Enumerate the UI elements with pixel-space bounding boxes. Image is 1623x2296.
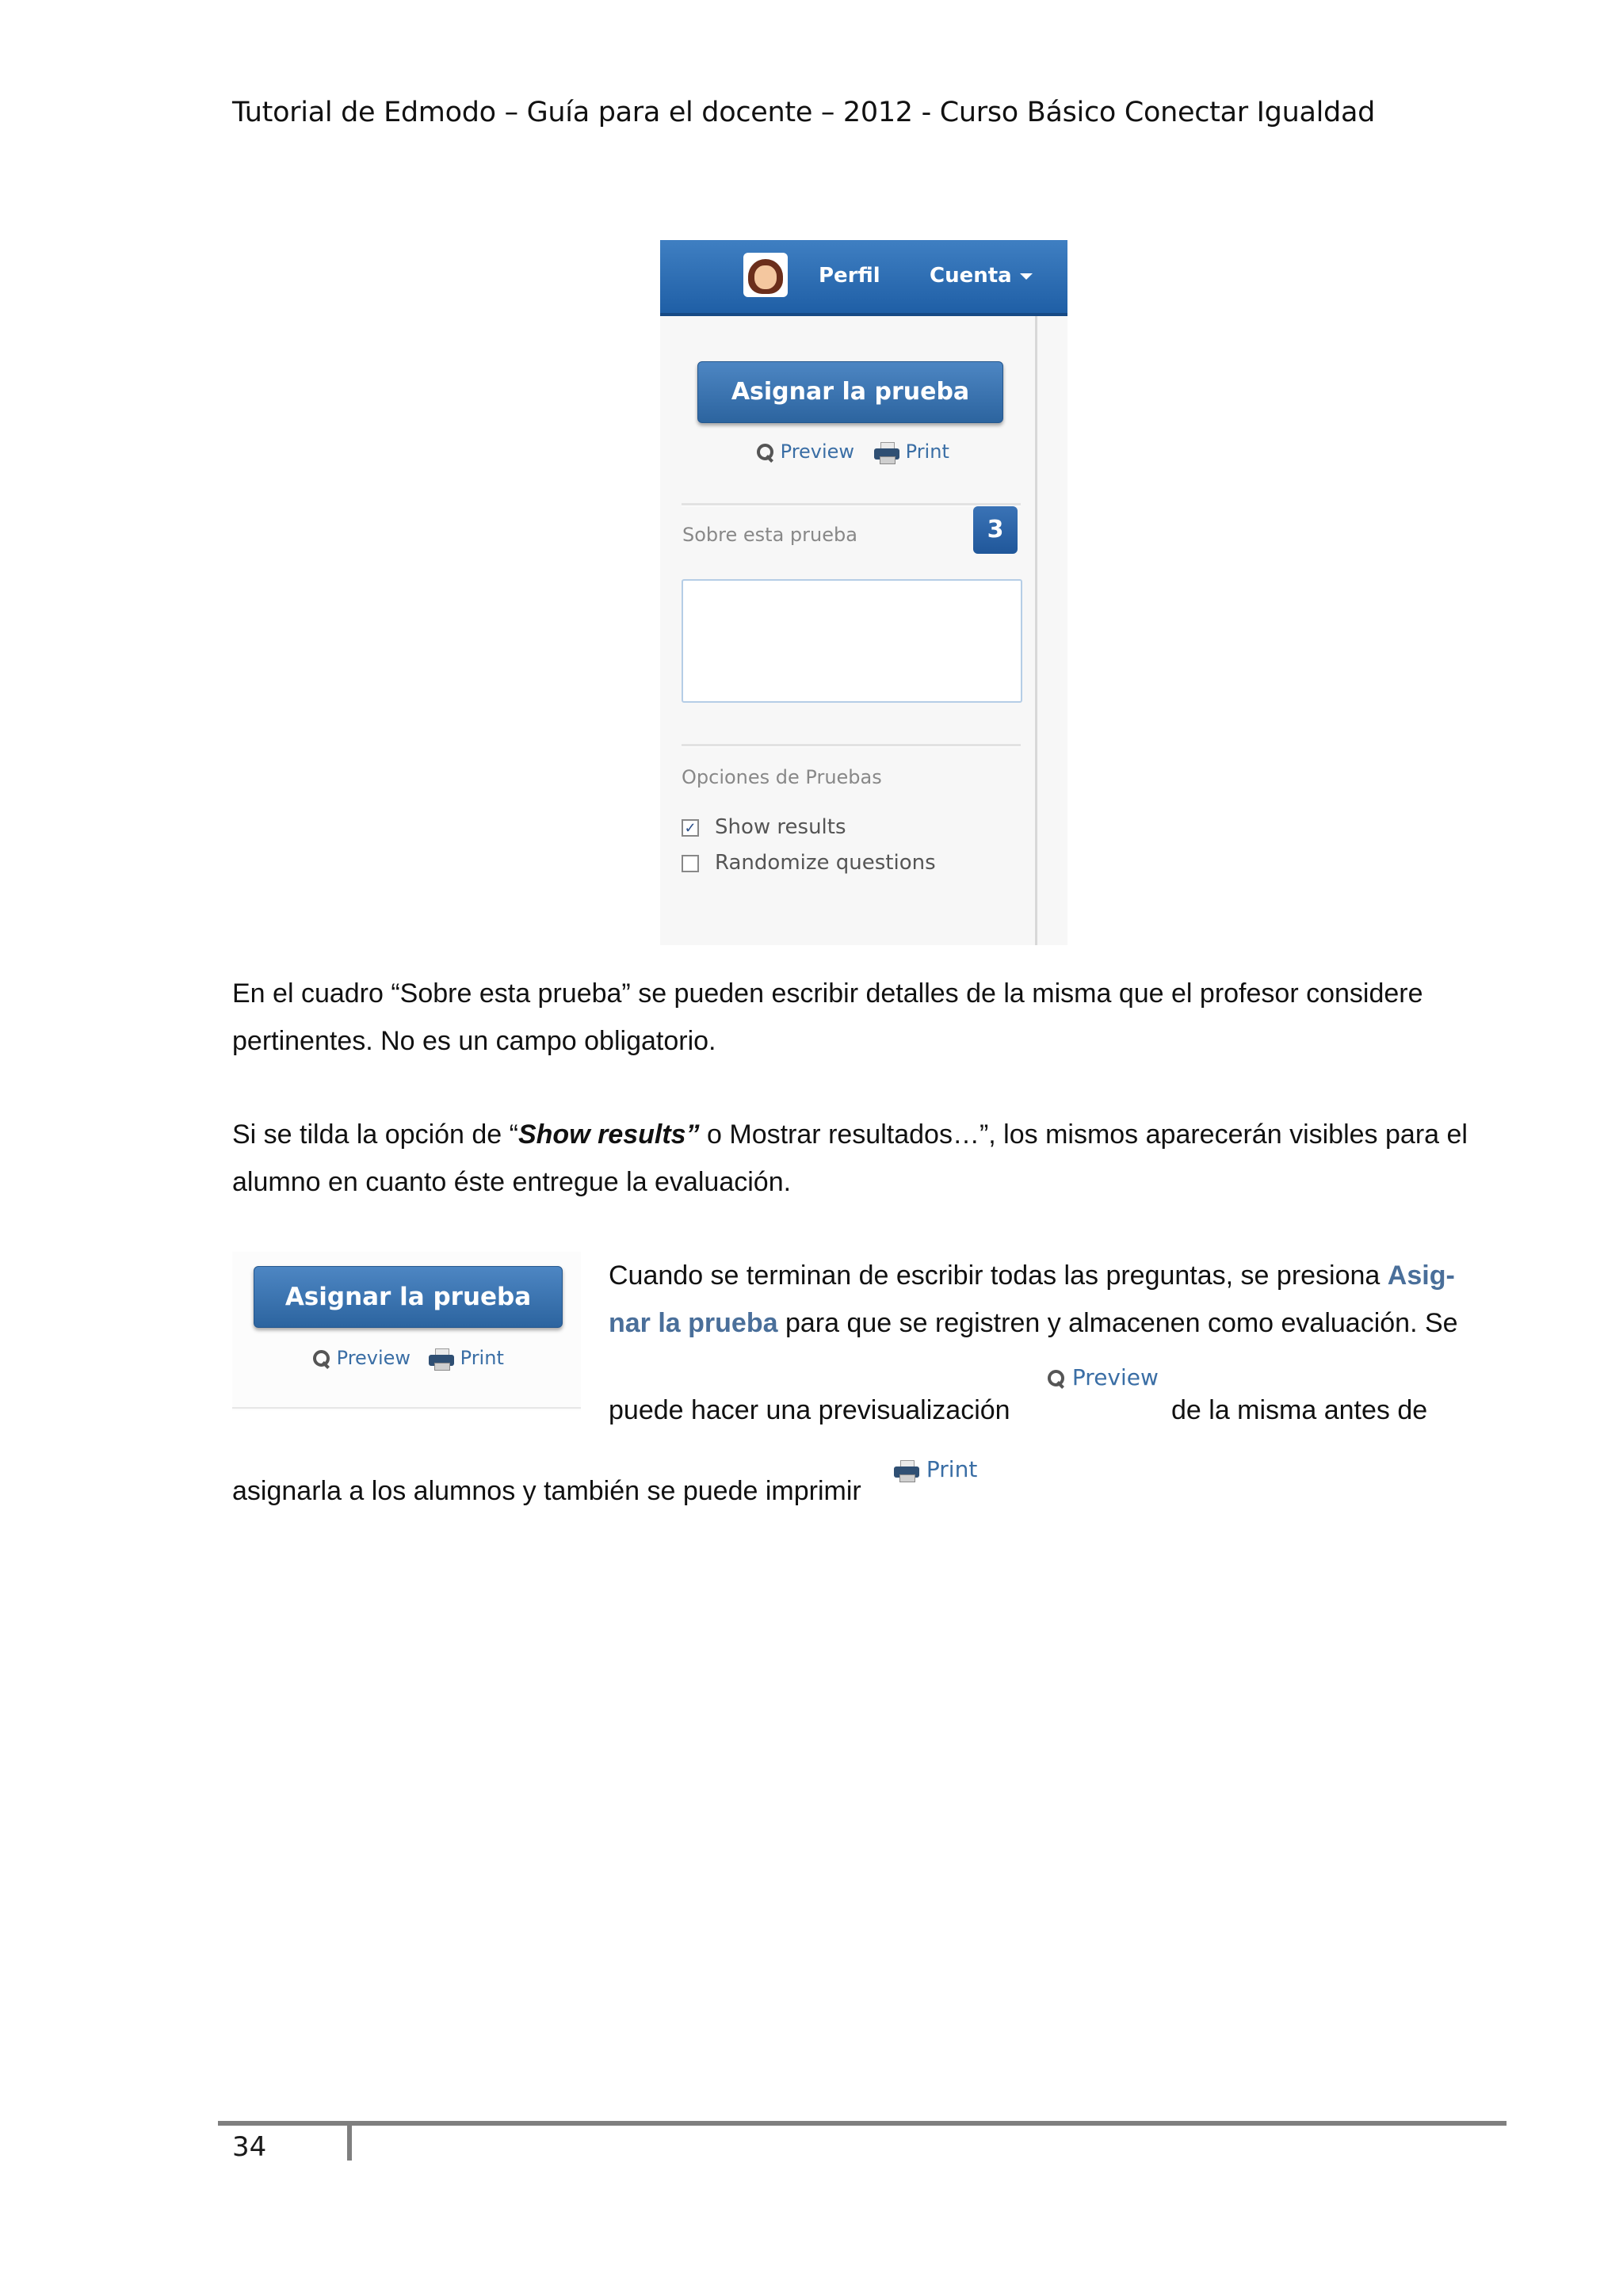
print-link[interactable] (429, 1347, 504, 1369)
randomize-questions-label: Randomize questions (715, 851, 936, 875)
paragraph-line: Cuando se terminan de escribir todas las preguntas, se presiona Asig- (609, 1261, 1455, 1291)
step-badge: 3 (973, 506, 1018, 554)
section-divider (682, 503, 1021, 506)
footer-rule-tick (347, 2126, 352, 2161)
magnifier-icon (1048, 1370, 1065, 1387)
preview-inline-label: Preview (1071, 1364, 1159, 1390)
top-navbar (660, 240, 1067, 316)
quiz-options-label: Opciones de Pruebas (682, 766, 882, 788)
paragraph-line: pertinentes. No es un campo obligatorio. (232, 1026, 716, 1056)
edmodo-quiz-panel (660, 240, 1067, 945)
paragraph-line: En el cuadro “Sobre esta prueba” se pueden escribir detalles de la misma que el profesor considere (232, 978, 1423, 1009)
show-results-label: Show results (715, 815, 846, 839)
magnifier-icon (757, 444, 774, 461)
assign-quiz-link: Asig- (1387, 1261, 1455, 1291)
printer-icon (429, 1348, 454, 1369)
preview-link[interactable] (757, 441, 854, 463)
panel-divider (1035, 316, 1037, 945)
about-quiz-textarea[interactable] (682, 579, 1022, 703)
paragraph-line: nar la prueba para que se registren y almacenen como evaluación. Se (609, 1308, 1458, 1338)
footer-rule (218, 2121, 1507, 2126)
paragraph-line: asignarla a los alumnos y también se puede imprimir (232, 1476, 861, 1506)
nav-account-menu[interactable] (930, 264, 1033, 288)
document-header: Tutorial de Edmodo – Guía para el docente – 2012 - Curso Básico Conectar Igualdad (232, 97, 1376, 128)
page-number: 34 (232, 2131, 267, 2163)
widget-divider (232, 1407, 581, 1409)
print-inline-icon (894, 1456, 977, 1482)
paragraph-line: Si se tilda la opción de “Show results” o Mostrar resultados…”, los mismos aparecerán visibles para el (232, 1119, 1468, 1150)
assign-widget-screenshot (232, 1252, 581, 1410)
printer-icon (874, 442, 899, 463)
paragraph-about-box (232, 970, 1423, 1065)
paragraph-show-results (232, 1111, 1468, 1206)
print-link-label: Print (905, 441, 949, 463)
print-link[interactable] (874, 441, 949, 463)
assign-quiz-button[interactable]: Asignar la prueba (254, 1266, 563, 1328)
paragraph-line: puede hacer una previsualización (609, 1395, 1010, 1425)
print-inline-label: Print (926, 1456, 978, 1482)
nav-profile-link[interactable]: Perfil (819, 264, 880, 288)
preview-link-label: Preview (336, 1347, 411, 1369)
paragraph-line: de la misma antes de (1171, 1395, 1428, 1425)
assign-quiz-link: nar la prueba (609, 1308, 778, 1338)
preview-link[interactable] (313, 1347, 411, 1369)
preview-link-label: Preview (780, 441, 855, 463)
paragraph-assign (609, 1252, 1504, 1347)
preview-inline-icon (1048, 1364, 1159, 1390)
section-divider (682, 744, 1021, 747)
about-quiz-label: Sobre esta prueba (682, 524, 857, 546)
show-results-checkbox[interactable]: ✓ (682, 819, 699, 837)
printer-icon (894, 1460, 919, 1481)
print-link-label: Print (460, 1347, 504, 1369)
randomize-questions-checkbox[interactable] (682, 855, 699, 872)
paragraph-line: alumno en cuanto éste entregue la evaluación. (232, 1167, 792, 1197)
emphasis-text: Show results” (517, 1119, 700, 1150)
chevron-down-icon (1020, 273, 1033, 280)
magnifier-icon (313, 1350, 330, 1367)
assign-quiz-button[interactable]: Asignar la prueba (697, 361, 1003, 423)
nav-account-label: Cuenta (930, 264, 1012, 288)
avatar[interactable] (743, 253, 788, 297)
